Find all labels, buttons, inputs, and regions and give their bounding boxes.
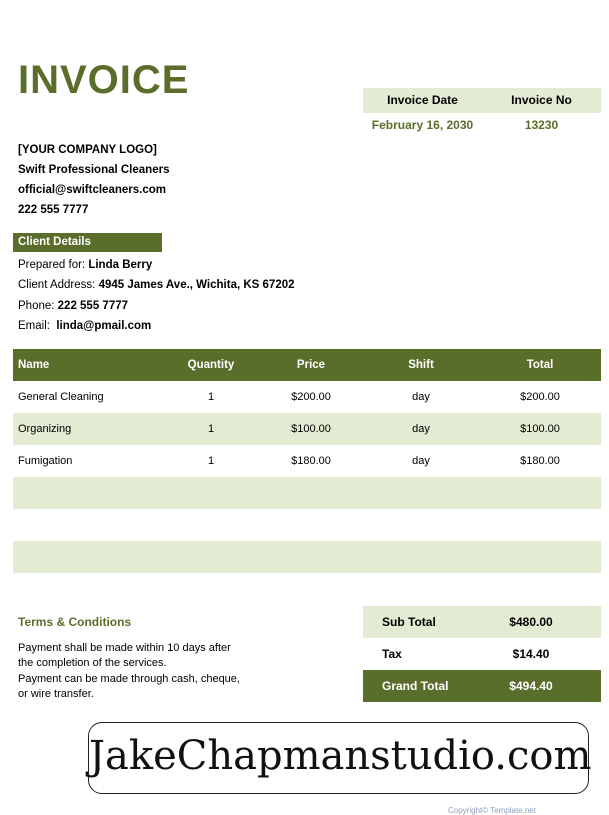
client-address-value: 4945 James Ave., Wichita, KS 67202 (98, 279, 295, 292)
cell-shift: day (412, 391, 430, 403)
table-row (13, 381, 601, 413)
subtotal-row (363, 606, 601, 638)
invoice-title: INVOICE (18, 58, 190, 102)
terms-line: the completion of the services. (18, 657, 167, 670)
grand-total-row (363, 670, 601, 702)
cell-total: $100.00 (479, 413, 601, 445)
terms-line: Payment can be made through cash, cheque, (18, 672, 240, 685)
cell-total: $200.00 (520, 391, 560, 403)
grand-total-label: Grand Total (382, 679, 449, 693)
header-quantity: Quantity (163, 349, 259, 381)
cell-total: $180.00 (520, 455, 560, 467)
client-details-header: Client Details (13, 233, 162, 252)
client-phone-value: 222 555 7777 (57, 299, 129, 312)
invoice-meta-header (363, 88, 601, 113)
table-row-empty (13, 509, 601, 541)
tax-label: Tax (382, 647, 402, 661)
cell-quantity: 1 (207, 391, 215, 403)
client-email-value: linda@pmail.com (56, 319, 152, 332)
cell-name: Fumigation (18, 455, 73, 467)
invoice-number-label: Invoice No (511, 93, 572, 107)
company-phone: 222 555 7777 (18, 204, 89, 216)
cell-price: $200.00 (291, 391, 331, 403)
subtotal-label: Sub Total (382, 615, 436, 629)
header-total: Total (479, 349, 601, 381)
client-phone: Phone: 222 555 7777 (18, 299, 129, 312)
cell-shift: day (412, 455, 430, 467)
tax-row (363, 638, 601, 670)
terms-text (18, 641, 258, 702)
cell-price: $180.00 (291, 455, 331, 467)
items-table (13, 349, 601, 573)
cell-name: Organizing (13, 413, 163, 445)
cell-name: General Cleaning (18, 391, 104, 403)
company-logo-placeholder: [YOUR COMPANY LOGO] (18, 144, 157, 156)
header-shift: Shift (363, 349, 479, 381)
client-prepared-for: Prepared for: Linda Berry (18, 259, 153, 271)
client-email: Email: linda@pmail.com (18, 319, 152, 332)
invoice-date: February 16, 2030 (371, 118, 474, 132)
cell-shift: day (363, 413, 479, 445)
client-info (18, 255, 295, 336)
cell-price: $100.00 (259, 413, 363, 445)
table-header-row (13, 349, 601, 381)
subtotal-value: $480.00 (509, 615, 553, 629)
cell-quantity: 1 (163, 413, 259, 445)
watermark-banner: JakeChapmanstudio.com (88, 722, 589, 794)
table-row (13, 445, 601, 477)
company-email: official@swiftcleaners.com (18, 184, 166, 196)
invoice-meta-values (363, 113, 601, 138)
company-info (18, 140, 169, 220)
terms-line: Payment shall be made within 10 days after (18, 642, 231, 654)
table-row (13, 413, 601, 445)
client-address: Client Address: 4945 James Ave., Wichita, KS 67202 (18, 279, 295, 292)
terms-line: or wire transfer. (18, 687, 94, 700)
copyright-text[interactable]: Copyright© Template.net (448, 806, 537, 815)
table-row-empty (13, 477, 601, 509)
invoice-number: 13230 (524, 118, 559, 132)
cell-quantity: 1 (207, 455, 215, 467)
terms-title: Terms & Conditions (18, 615, 132, 629)
invoice-date-label: Invoice Date (387, 93, 458, 107)
client-name: Linda Berry (88, 259, 153, 271)
table-row-empty (13, 541, 601, 573)
tax-value: $14.40 (512, 647, 550, 661)
grand-total-value: $494.40 (509, 679, 553, 693)
company-name: Swift Professional Cleaners (18, 164, 170, 176)
header-name: Name (13, 349, 163, 381)
header-price: Price (259, 349, 363, 381)
